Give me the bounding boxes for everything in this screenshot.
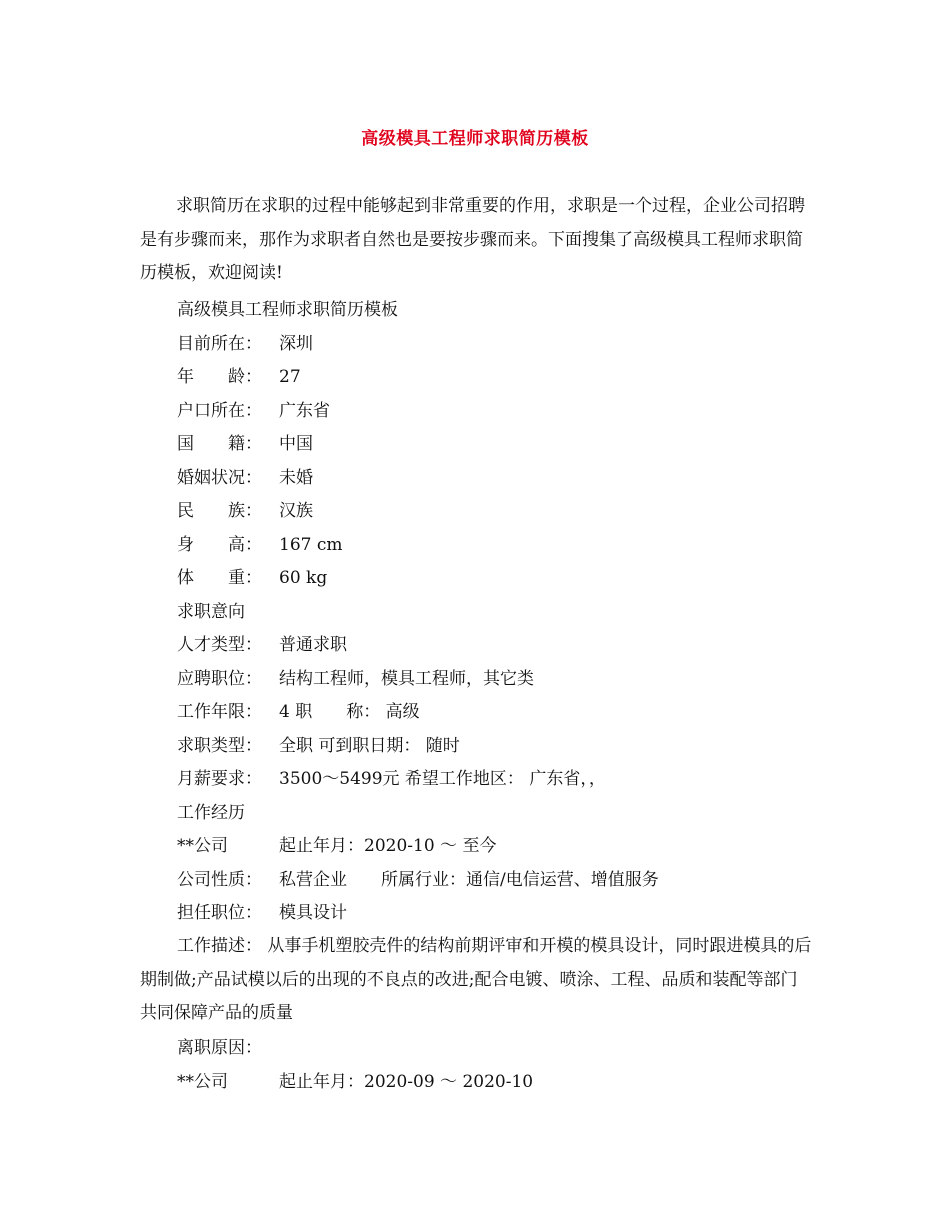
job-period: 起止年月：2020-09 ～ 2020-10 bbox=[279, 1071, 534, 1092]
field-value: 深圳 bbox=[279, 333, 313, 354]
resume-subtitle: 高级模具工程师求职简历模板 bbox=[177, 300, 398, 320]
field-value: 167 cm bbox=[279, 534, 343, 555]
field-label: 月薪要求： bbox=[177, 769, 262, 789]
job-description: 工作描述： 从事手机塑胶壳件的结构前期评审和开模的模具设计，同时跟进模具的后期制做;产品试模以后的出现的不良点的改进;配合电镀、喷涂、工程、品质和装配等部门共同保障产品的质量 bbox=[140, 936, 812, 1024]
field-label: 公司性质： bbox=[177, 869, 262, 890]
job-period: 起止年月：2020-10 ～ 至今 bbox=[279, 836, 497, 856]
field-label: 婚姻状况： bbox=[177, 467, 262, 488]
field-ethnicity bbox=[177, 495, 313, 528]
field-label: 求职类型： bbox=[177, 735, 262, 756]
field-job-type bbox=[177, 730, 460, 763]
field-value: 全职 可到职日期： 随时 bbox=[279, 735, 460, 756]
field-label: 目前所在： bbox=[177, 333, 262, 354]
intro-paragraph: 求职简历在求职的过程中能够起到非常重要的作用，求职是一个过程，企业公司招聘是有步骤而来，那作为求职者自然也是要按步骤而来。下面搜集了高级模具工程师求职简历模板，欢迎阅读! bbox=[140, 196, 805, 284]
field-label: 国 籍： bbox=[177, 434, 262, 454]
field-label: 人才类型： bbox=[177, 635, 262, 655]
field-label: 户口所在： bbox=[177, 400, 262, 421]
field-value: 广东省 bbox=[279, 400, 330, 421]
field-value: 普通求职 bbox=[279, 635, 347, 655]
field-label: 工作年限： bbox=[177, 702, 262, 722]
field-label: 民 族： bbox=[177, 501, 262, 521]
field-value: 模具设计 bbox=[279, 903, 347, 923]
field-label: 担任职位： bbox=[177, 903, 262, 923]
field-label: 身 高： bbox=[177, 534, 262, 555]
field-value: 汉族 bbox=[279, 501, 313, 521]
field-years bbox=[177, 696, 420, 729]
field-position bbox=[177, 663, 534, 696]
field-age bbox=[177, 361, 301, 394]
field-value: 未婚 bbox=[279, 467, 313, 488]
field-label: 年 龄： bbox=[177, 367, 262, 387]
document-title: 高级模具工程师求职简历模板 bbox=[361, 129, 589, 149]
section-heading-experience: 工作经历 bbox=[177, 802, 245, 823]
field-role bbox=[177, 897, 347, 930]
field-value: 4 职 称： 高级 bbox=[279, 702, 420, 722]
field-marital bbox=[177, 462, 313, 495]
job-2-header bbox=[177, 1066, 533, 1099]
field-height bbox=[177, 529, 343, 562]
field-value: 27 bbox=[279, 367, 301, 387]
field-talent-type bbox=[177, 629, 347, 662]
company-name: **公司 bbox=[177, 1071, 228, 1092]
field-value: 3500～5499元 希望工作地区： 广东省，， bbox=[279, 769, 606, 789]
field-label: 离职原因： bbox=[177, 1038, 262, 1058]
field-value: 60 kg bbox=[279, 568, 328, 588]
field-weight bbox=[177, 562, 327, 595]
field-nationality bbox=[177, 428, 313, 461]
field-label: 体 重： bbox=[177, 568, 262, 588]
job-1-header bbox=[177, 830, 496, 863]
field-value: 私营企业 所属行业：通信/电信运营、增值服务 bbox=[279, 869, 659, 890]
field-value: 中国 bbox=[279, 434, 313, 454]
field-company-nature bbox=[177, 864, 659, 897]
section-heading-intention: 求职意向 bbox=[177, 601, 245, 622]
field-leave-reason bbox=[177, 1032, 279, 1065]
company-name: **公司 bbox=[177, 836, 228, 856]
field-location bbox=[177, 328, 313, 361]
field-value: 结构工程师，模具工程师，其它类 bbox=[279, 668, 534, 689]
field-salary bbox=[177, 763, 606, 796]
field-hukou bbox=[177, 395, 330, 428]
field-label: 应聘职位： bbox=[177, 668, 262, 689]
